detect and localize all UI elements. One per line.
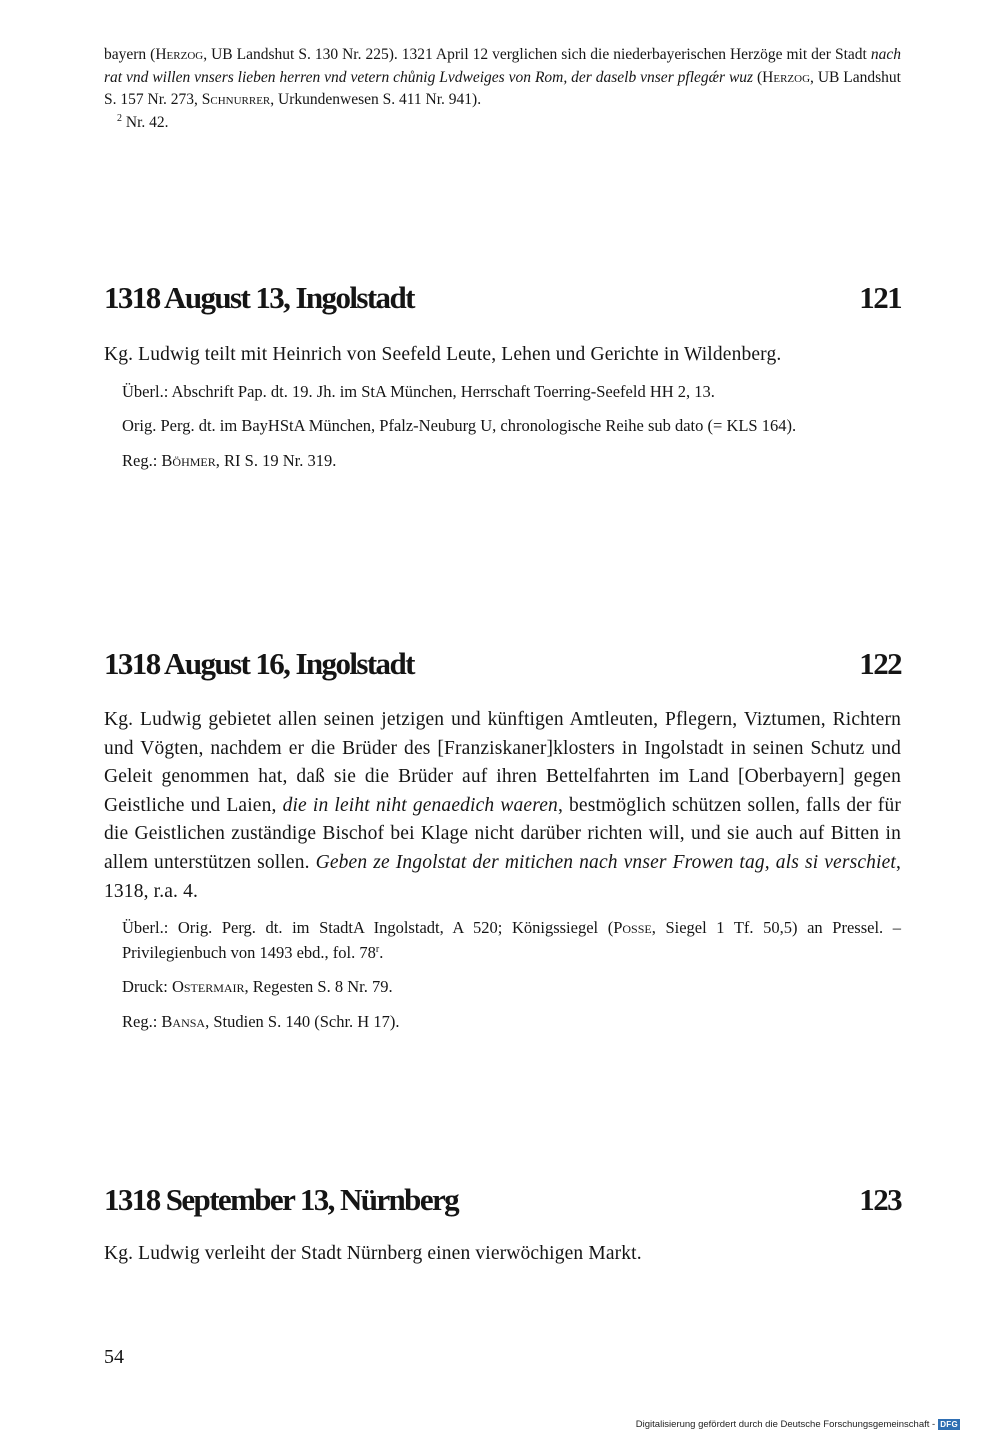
entry-heading	[104, 280, 901, 316]
page-number: 54	[104, 1346, 124, 1368]
author-ostermair: Ostermair	[171, 977, 245, 997]
entry-original: Orig. Perg. dt. im BayHStA München, Pfalz-Neuburg U, chronologische Reihe sub dato (= KLS 164).	[122, 416, 797, 436]
entry-122	[104, 646, 901, 1034]
dfg-logo: DFG	[940, 1420, 958, 1429]
footnote-2: $^2$ Nr. 42.	[117, 112, 169, 131]
entry-date-place: 1318 September 13, Nürnberg	[104, 1182, 459, 1217]
quotation: Geben ze Ingolstat der mitichen nach vnser Frowen tag, als si verschiet	[315, 851, 896, 873]
author-herzog: Herzog	[155, 46, 204, 63]
entry-regest: Kg. Ludwig teilt mit Heinrich von Seefeld Leute, Lehen und Gerichte in Wildenberg.	[104, 344, 782, 365]
footnote-1: bayern (Herzog, UB Landshut S. 130 Nr. 225). 1321 April 12 verglichen sich die niederbayerischen Herzöge mit der Stadt nach rat vnd willen vnsers lieben herren vnd vetern chůnig Lvdweiges von Rom, der daselb vnser pflegǽr wuz (Herzog, UB Landshut S. 157 Nr. 273, Schnurrer, Urkundenwesen S. 411 Nr. 941).	[104, 46, 901, 108]
credit-text: Digitalisierung gefördert durch die Deutsche Forschungsgemeinschaft -	[635, 1419, 936, 1430]
entry-regest: Kg. Ludwig verleiht der Stadt Nürnberg einen vierwöchigen Markt.	[104, 1243, 642, 1264]
entry-number: 123	[859, 1182, 901, 1217]
entry-regesten: Reg.: Böhmer, RI S. 19 Nr. 319.	[122, 450, 337, 470]
entry-heading	[104, 646, 901, 682]
footnote-marker: 2	[117, 112, 122, 124]
entry-number: 122	[859, 646, 901, 681]
quotation: nach rat vnd willen vnsers lieben herren vnd vetern chůnig Lvdweiges von Rom, der daselb vnser pflegǽr wuz	[104, 46, 901, 86]
author-bansa: Bansa	[161, 1011, 206, 1031]
digitization-credit	[636, 1419, 960, 1430]
author-herzog: Herzog	[762, 68, 811, 86]
author-boehmer: Böhmer	[161, 450, 216, 470]
entry-121	[104, 280, 901, 473]
entry-druck: Druck: Ostermair, Regesten S. 8 Nr. 79.	[122, 977, 393, 997]
footnotes	[104, 44, 901, 134]
entry-heading	[104, 1182, 901, 1218]
entry-date-place: 1318 August 13, Ingolstadt	[104, 280, 414, 315]
quotation: die in leiht niht genaedich waeren	[282, 794, 558, 816]
entry-date-place: 1318 August 16, Ingolstadt	[104, 646, 414, 681]
entry-123	[104, 1182, 901, 1269]
author-posse: Posse	[613, 918, 652, 938]
entry-regesten: Reg.: Bansa, Studien S. 140 (Schr. H 17).	[122, 1011, 400, 1031]
entry-ueberlieferung: Überl.: Orig. Perg. dt. im StadtA Ingolstadt, A 520; Königssiegel (Posse, Siegel 1 Tf. 50,5) an Pressel. – Privilegienbuch von 1493 ebd., fol. 78$^r$.	[122, 918, 901, 962]
entry-ueberlieferung: Überl.: Abschrift Pap. dt. 19. Jh. im StA München, Herrschaft Toerring-Seefeld HH 2, 13.	[122, 381, 715, 401]
entry-regest: Kg. Ludwig gebietet allen seinen jetzigen und künftigen Amtleuten, Pflegern, Viztumen, Richtern und Vögten, nachdem er die Brüder des [Franziskaner]klosters in Ingolstadt in seinen Schutz und Geleit genommen hat, daß sie die Brüder auf ihren Bettelfahrten im Land [Oberbayern] gegen Geistliche und Laien, die in leiht niht genaedich waeren, bestmöglich schützen sollen, falls der für die Geistlichen zuständige Bischof bei Klage nicht darüber richten will, und sie auch auf Bitten in allem unterstützen sollen. Geben ze Ingolstat der mitichen nach vnser Frowen tag, als si verschiet, 1318, r.a. 4.	[104, 709, 902, 902]
author-schnurrer: Schnurrer	[201, 91, 271, 108]
entry-number: 121	[859, 280, 901, 315]
